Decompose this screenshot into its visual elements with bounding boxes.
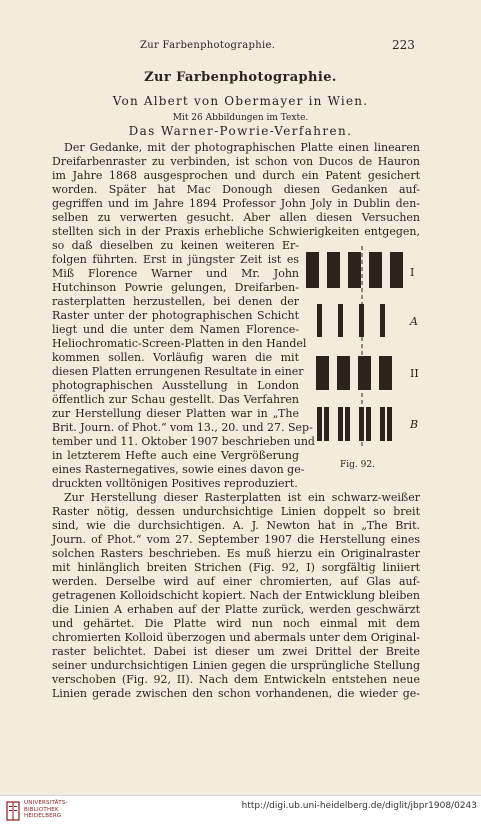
raster-line (316, 356, 329, 390)
figure-92 (306, 246, 436, 476)
text-line: zur Herstellung dieser Platten war in „The (52, 407, 299, 420)
text-line: Miß Florence Warner und Mr. John (52, 267, 299, 280)
text-line: Raster unter der photographischen Schicht (52, 309, 299, 322)
illustrations-note: Mit 26 Abbildungen im Texte. (172, 113, 309, 123)
text-line: sind, wie die durchsichtigen. A. J. Newton hat in „The Brit. (52, 519, 420, 532)
row-label-A: A (410, 315, 418, 328)
text-line: Brit. Journ. of Phot.“ vom 13., 20. und 27. Sep- (52, 421, 313, 434)
text-line: eines Rasternegatives, sowie eines davon ge- (52, 463, 305, 476)
footer-bar (0, 795, 481, 828)
text-line: so daß dieselben zu keinen weiteren Er- (52, 239, 299, 252)
text-line: die Linien A erhaben auf der Platte zurück, werden geschwärzt (52, 603, 420, 616)
text-line: photographischen Ausstellung in London (52, 379, 299, 392)
text-line: und gehärtet. Die Platte wird nun noch einmal mit dem (52, 617, 420, 630)
page-number: 223 (392, 38, 415, 52)
text-line: verschoben (Fig. 92, II). Nach dem Entwickeln entstehen neue (52, 673, 420, 686)
text-line: gegriffen und im Jahre 1894 Professor John Joly in Dublin den- (52, 197, 420, 210)
raster-line (345, 407, 350, 441)
raster-line (369, 252, 382, 288)
text-line: Linien gerade zwischen den schon vorhandenen, die wieder ge- (52, 687, 420, 700)
text-line: solchen Rasters beschrieben. Es muß hierzu ein Originalraster (52, 547, 420, 560)
text-line: getragenen Kolloidschicht kopiert. Nach der Entwicklung bleiben (52, 589, 420, 602)
raster-line (338, 407, 343, 441)
text-line: Der Gedanke, mit der photographischen Platte einen linearen (64, 141, 420, 154)
row-label-II: II (410, 367, 419, 380)
raster-line (317, 304, 322, 337)
text-line: werden. Derselbe wird auf einer chromierten, auf Glas auf- (52, 575, 420, 588)
text-line: liegt und die unter dem Namen Florence- (52, 323, 299, 336)
figure-caption: Fig. 92. (340, 460, 375, 470)
text-line: öffentlich zur Schau gestellt. Das Verfahren (52, 393, 299, 406)
running-header: Zur Farbenphotographie. (140, 40, 276, 51)
text-line: raster belichtet. Dabei ist dieser um zwei Drittel der Breite (52, 645, 420, 658)
article-title: Zur Farbenphotographie. (144, 70, 337, 85)
text-line: Journ. of Phot.“ vom 27. September 1907 die Herstellung eines (52, 533, 420, 546)
text-line: stellten sich in der Praxis erhebliche Schwierigkeiten entgegen, (52, 225, 420, 238)
text-line: seiner undurchsichtigen Linien gegen die ursprüngliche Stellung (52, 659, 420, 672)
raster-line (337, 356, 350, 390)
text-line: mit hinlänglich breiten Strichen (Fig. 92, I) sorgfältig liniiert (52, 561, 420, 574)
library-logo-text: UNIVERSITÄTS- BIBLIOTHEK HEIDELBERG (24, 800, 68, 819)
text-line: Zur Herstellung dieser Rasterplatten ist ein schwarz-weißer (64, 491, 420, 504)
raster-line (338, 304, 343, 337)
text-line: rasterplatten herzustellen, bei denen der (52, 295, 299, 308)
raster-line (317, 407, 322, 441)
text-line: tember und 11. Oktober 1907 beschrieben und (52, 435, 315, 448)
article-author: Von Albert von Obermayer in Wien. (112, 94, 369, 108)
raster-line (380, 304, 385, 337)
raster-line (387, 407, 392, 441)
text-line: druckten volltönigen Positives reproduziert. (52, 477, 298, 490)
raster-diagram (306, 246, 436, 446)
raster-line (366, 407, 371, 441)
text-line: Dreifarbenraster zu verbinden, ist schon von Ducos de Hauron (52, 155, 420, 168)
row-label-B: B (410, 418, 419, 431)
source-url-link[interactable]: http://digi.ub.uni-heidelberg.de/diglit/jbpr1908/0243 (241, 801, 477, 811)
raster-line (327, 252, 340, 288)
text-line: Raster nötig, dessen undurchsichtige Linien doppelt so breit (52, 505, 420, 518)
raster-line (390, 252, 403, 288)
text-line: Heliochromatic-Screen-Platten in den Handel (52, 337, 307, 350)
text-line: im Jahre 1868 ausgesprochen und durch ein Patent gesichert (52, 169, 420, 182)
text-line: selben zu verwerten gesucht. Aber allen diesen Versuchen (52, 211, 420, 224)
row-label-I: I (410, 266, 415, 279)
raster-line (324, 407, 329, 441)
text-line: worden. Später hat Mac Donough diesen Gedanken auf- (52, 183, 420, 196)
raster-line (348, 252, 361, 288)
text-line: kommen sollen. Vorläufig waren die mit (52, 351, 299, 364)
text-line: folgen führten. Erst in jüngster Zeit ist es (52, 253, 299, 266)
text-line: chromierten Kolloid überzogen und abermals unter dem Original- (52, 631, 420, 644)
raster-line (379, 356, 392, 390)
text-line: in letzterem Hefte auch eine Vergrößerung (52, 449, 299, 462)
text-line: Hutchinson Powrie gelungen, Dreifarben- (52, 281, 299, 294)
raster-line (306, 252, 319, 288)
raster-line (380, 407, 385, 441)
text-line: diesen Platten errungenen Resultate in einer (52, 365, 304, 378)
book-logo-icon (6, 800, 20, 822)
section-title: Das Warner-Powrie-Verfahren. (128, 124, 353, 138)
raster-line (358, 356, 371, 390)
